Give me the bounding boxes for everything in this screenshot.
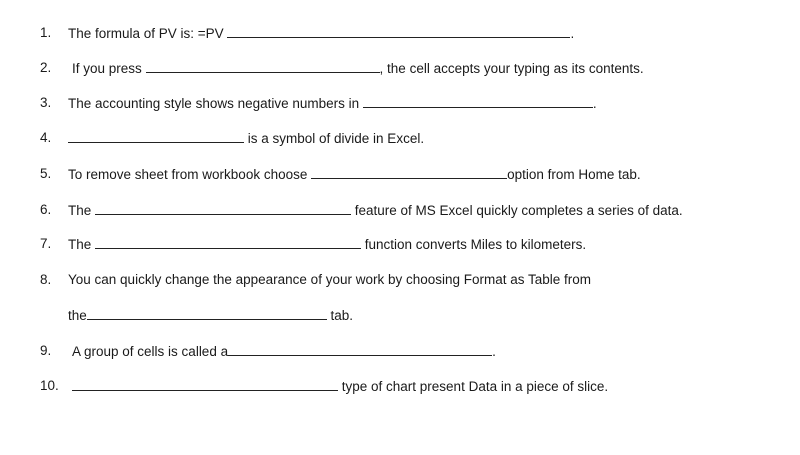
question-text [72, 60, 644, 77]
answer-blank[interactable] [228, 343, 492, 356]
answer-blank[interactable] [227, 25, 570, 38]
question-text [68, 95, 597, 112]
question-suffix: is a symbol of divide in Excel. [244, 131, 425, 146]
question-prefix: The formula of PV is: =PV [68, 26, 228, 41]
question-suffix: feature of MS Excel quickly completes a series of data. [351, 203, 683, 218]
question-number: 2. [40, 60, 52, 75]
question-number: 7. [40, 236, 52, 251]
answer-blank[interactable] [146, 60, 380, 73]
answer-blank[interactable] [363, 95, 593, 108]
question-text [68, 236, 586, 253]
question-prefix: If you press [72, 61, 146, 76]
question-prefix: The [68, 203, 96, 218]
question-number: 5. [40, 166, 52, 181]
question-number: 3. [40, 95, 52, 110]
question-suffix: . [592, 96, 597, 111]
question-prefix: A group of cells is called a [72, 344, 229, 359]
question-text [72, 378, 608, 395]
question-text [72, 343, 496, 360]
question-suffix: option from Home tab. [507, 167, 641, 182]
question-suffix: tab. [326, 308, 354, 323]
question-number: 8. [40, 272, 52, 287]
question-text-continued [68, 307, 353, 324]
question-text: You can quickly change the appearance of your work by choosing Format as Table from [68, 272, 592, 287]
question-suffix: . [492, 344, 496, 359]
question-number: 4. [40, 130, 52, 145]
question-text [68, 202, 683, 219]
answer-blank[interactable] [311, 166, 507, 179]
answer-blank[interactable] [95, 202, 351, 215]
question-number: 9. [40, 343, 52, 358]
answer-blank[interactable] [87, 307, 327, 320]
question-prefix: The [68, 237, 96, 252]
answer-blank[interactable] [72, 378, 338, 391]
question-number: 1. [40, 25, 52, 40]
answer-blank[interactable] [95, 236, 361, 249]
question-suffix: function converts Miles to kilometers. [361, 237, 587, 252]
question-number: 6. [40, 202, 52, 217]
question-text [68, 25, 574, 42]
question-suffix: . [570, 26, 575, 41]
question-prefix: the [68, 308, 87, 323]
question-suffix: type of chart present Data in a piece of slice. [338, 379, 609, 394]
question-prefix: The accounting style shows negative numbers in [68, 96, 363, 111]
question-text [68, 130, 424, 147]
question-number: 10. [40, 378, 59, 393]
answer-blank[interactable] [68, 130, 244, 143]
question-suffix: , the cell accepts your typing as its contents. [379, 61, 644, 76]
question-prefix: To remove sheet from workbook choose [68, 167, 312, 182]
question-text [68, 166, 641, 183]
